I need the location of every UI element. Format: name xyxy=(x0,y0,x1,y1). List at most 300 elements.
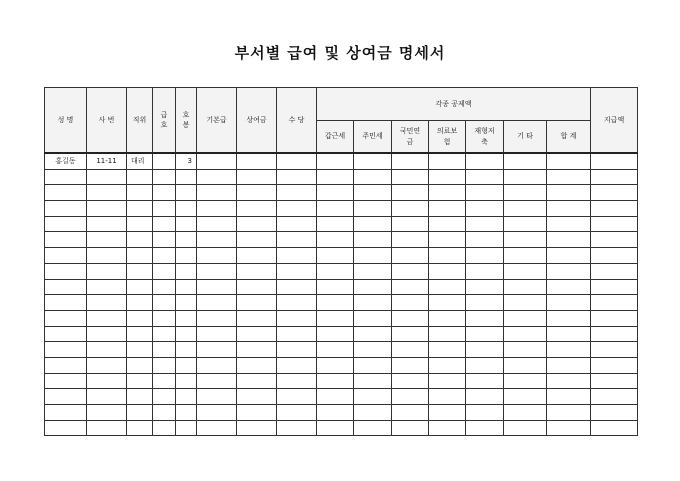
table-cell xyxy=(504,405,547,421)
table-cell xyxy=(317,216,354,232)
table-cell xyxy=(127,169,153,185)
table-cell xyxy=(392,389,429,405)
table-cell xyxy=(176,263,197,279)
table-cell xyxy=(466,310,504,326)
table-row xyxy=(45,357,638,373)
table-cell xyxy=(466,373,504,389)
table-row xyxy=(45,342,638,358)
table-cell xyxy=(504,248,547,264)
table-cell xyxy=(277,263,317,279)
table-cell xyxy=(392,295,429,311)
table-cell xyxy=(591,248,638,264)
table-cell xyxy=(317,310,354,326)
table-cell xyxy=(277,295,317,311)
table-cell xyxy=(176,248,197,264)
table-cell xyxy=(237,295,277,311)
header-deduction-other: 기 타 xyxy=(504,121,547,154)
table-cell xyxy=(197,405,237,421)
header-name: 성 명 xyxy=(45,88,87,154)
table-cell xyxy=(591,310,638,326)
table-cell xyxy=(87,420,127,436)
header-deduction-total: 합 계 xyxy=(547,121,591,154)
header-years: 호 봉 xyxy=(176,88,197,154)
table-cell xyxy=(547,169,591,185)
table-cell xyxy=(153,216,176,232)
table-cell xyxy=(429,326,466,342)
table-cell xyxy=(197,420,237,436)
table-cell xyxy=(392,342,429,358)
table-cell xyxy=(45,373,87,389)
table-cell xyxy=(87,310,127,326)
table-cell xyxy=(392,232,429,248)
header-base-pay: 기본급 xyxy=(197,88,237,154)
table-cell: 11-11 xyxy=(87,153,127,169)
table-cell xyxy=(277,357,317,373)
table-cell: 3 xyxy=(176,153,197,169)
table-cell xyxy=(591,263,638,279)
header-bonus: 상여금 xyxy=(237,88,277,154)
table-cell xyxy=(317,169,354,185)
table-cell xyxy=(277,153,317,169)
header-allowance: 수 당 xyxy=(277,88,317,154)
table-cell xyxy=(591,201,638,217)
table-row xyxy=(45,232,638,248)
table-cell xyxy=(176,201,197,217)
table-cell xyxy=(317,373,354,389)
table-cell xyxy=(466,295,504,311)
table-cell xyxy=(466,326,504,342)
table-cell xyxy=(176,185,197,201)
table-cell xyxy=(277,420,317,436)
table-cell xyxy=(153,201,176,217)
table-cell xyxy=(547,295,591,311)
table-cell xyxy=(176,389,197,405)
document-title: 부서별 급여 및 상여금 명세서 xyxy=(234,44,446,62)
table-cell xyxy=(237,248,277,264)
table-cell xyxy=(237,373,277,389)
table-cell xyxy=(127,342,153,358)
table-cell xyxy=(153,357,176,373)
table-cell xyxy=(354,342,392,358)
table-cell xyxy=(429,310,466,326)
table-cell xyxy=(277,185,317,201)
table-row xyxy=(45,326,638,342)
table-cell xyxy=(429,201,466,217)
table-cell xyxy=(317,357,354,373)
table-cell xyxy=(504,389,547,405)
table-cell xyxy=(466,185,504,201)
table-cell xyxy=(354,295,392,311)
table-cell xyxy=(547,389,591,405)
table-row xyxy=(45,295,638,311)
table-cell xyxy=(153,263,176,279)
table-cell xyxy=(237,389,277,405)
table-cell xyxy=(591,405,638,421)
table-cell xyxy=(197,342,237,358)
table-cell xyxy=(197,248,237,264)
table-cell xyxy=(504,216,547,232)
table-cell xyxy=(87,169,127,185)
table-cell xyxy=(197,326,237,342)
table-cell xyxy=(277,201,317,217)
header-net-pay: 지급액 xyxy=(591,88,638,154)
table-cell xyxy=(197,389,237,405)
table-cell xyxy=(547,248,591,264)
table-cell xyxy=(237,232,277,248)
table-cell xyxy=(237,405,277,421)
table-cell xyxy=(87,263,127,279)
table-cell xyxy=(354,169,392,185)
table-cell xyxy=(45,405,87,421)
table-cell xyxy=(591,153,638,169)
table-cell xyxy=(466,248,504,264)
table-cell xyxy=(127,201,153,217)
table-cell xyxy=(277,248,317,264)
table-cell xyxy=(392,201,429,217)
table-cell xyxy=(317,326,354,342)
table-cell xyxy=(429,185,466,201)
table-cell xyxy=(317,263,354,279)
table-cell xyxy=(591,216,638,232)
table-cell xyxy=(87,326,127,342)
table-cell xyxy=(504,310,547,326)
table-cell xyxy=(197,232,237,248)
table-cell xyxy=(153,153,176,169)
table-cell xyxy=(237,153,277,169)
table-cell xyxy=(45,216,87,232)
header-deductions-group: 각종 공제액 xyxy=(317,88,591,121)
table-cell xyxy=(392,420,429,436)
table-cell xyxy=(354,263,392,279)
table-cell xyxy=(547,357,591,373)
table-row xyxy=(45,263,638,279)
table-cell xyxy=(176,326,197,342)
table-cell xyxy=(354,389,392,405)
table-cell xyxy=(317,248,354,264)
table-cell xyxy=(547,263,591,279)
table-cell xyxy=(277,405,317,421)
table-cell xyxy=(547,153,591,169)
table-cell xyxy=(127,310,153,326)
header-deduction-health: 의료보 험 xyxy=(429,121,466,154)
header-deduction-savings: 재형저 축 xyxy=(466,121,504,154)
table-row xyxy=(45,248,638,264)
table-cell xyxy=(87,232,127,248)
table-cell xyxy=(547,216,591,232)
table-cell xyxy=(466,420,504,436)
table-cell xyxy=(466,232,504,248)
table-cell xyxy=(317,185,354,201)
table-cell xyxy=(429,420,466,436)
table-row xyxy=(45,201,638,217)
table-cell xyxy=(176,232,197,248)
table-cell xyxy=(87,389,127,405)
table-cell xyxy=(392,153,429,169)
table-cell xyxy=(429,169,466,185)
table-cell xyxy=(87,357,127,373)
table-cell xyxy=(591,373,638,389)
table-cell xyxy=(127,405,153,421)
table-cell xyxy=(127,420,153,436)
table-row xyxy=(45,420,638,436)
table-cell xyxy=(429,232,466,248)
table-cell xyxy=(45,279,87,295)
table-cell xyxy=(197,357,237,373)
table-cell xyxy=(176,310,197,326)
table-cell xyxy=(197,216,237,232)
table-cell xyxy=(591,279,638,295)
table-cell xyxy=(466,263,504,279)
table-row xyxy=(45,279,638,295)
table-cell xyxy=(87,216,127,232)
table-cell xyxy=(591,326,638,342)
table-cell xyxy=(237,185,277,201)
table-cell xyxy=(504,185,547,201)
table-cell xyxy=(429,153,466,169)
table-cell xyxy=(87,185,127,201)
table-cell xyxy=(354,248,392,264)
table-cell xyxy=(504,326,547,342)
table-cell xyxy=(176,420,197,436)
table-cell xyxy=(504,342,547,358)
table-cell xyxy=(429,405,466,421)
table-cell xyxy=(547,185,591,201)
table-cell xyxy=(153,326,176,342)
table-cell xyxy=(87,342,127,358)
table-cell xyxy=(591,169,638,185)
table-cell xyxy=(176,169,197,185)
table-cell xyxy=(45,295,87,311)
table-cell xyxy=(277,232,317,248)
table-cell xyxy=(429,373,466,389)
table-cell xyxy=(127,295,153,311)
table-cell xyxy=(354,185,392,201)
table-cell xyxy=(547,310,591,326)
table-cell xyxy=(127,279,153,295)
table-cell xyxy=(45,326,87,342)
table-cell xyxy=(317,295,354,311)
table-cell xyxy=(466,342,504,358)
table-cell xyxy=(277,373,317,389)
table-cell xyxy=(237,342,277,358)
table-cell xyxy=(504,295,547,311)
table-cell xyxy=(466,405,504,421)
table-cell xyxy=(354,326,392,342)
payroll-table xyxy=(44,87,638,436)
table-cell xyxy=(547,279,591,295)
table-cell xyxy=(45,201,87,217)
table-cell xyxy=(466,357,504,373)
table-cell xyxy=(317,342,354,358)
table-cell xyxy=(153,373,176,389)
table-cell xyxy=(277,310,317,326)
table-cell xyxy=(354,373,392,389)
header-emp-no: 사 번 xyxy=(87,88,127,154)
table-cell xyxy=(127,263,153,279)
table-cell xyxy=(197,373,237,389)
table-cell xyxy=(547,405,591,421)
table-cell xyxy=(317,232,354,248)
table-cell xyxy=(392,310,429,326)
table-cell xyxy=(176,279,197,295)
table-cell xyxy=(197,263,237,279)
table-cell xyxy=(197,279,237,295)
table-cell: 홍길동 xyxy=(45,153,87,169)
table-cell xyxy=(176,357,197,373)
table-cell xyxy=(197,295,237,311)
table-row xyxy=(45,169,638,185)
table-cell xyxy=(153,169,176,185)
table-cell xyxy=(176,405,197,421)
header-deduction-pension: 국민연 금 xyxy=(392,121,429,154)
table-cell xyxy=(127,232,153,248)
table-cell xyxy=(237,357,277,373)
table-cell xyxy=(317,153,354,169)
table-cell xyxy=(429,357,466,373)
table-cell xyxy=(45,169,87,185)
table-cell xyxy=(153,310,176,326)
table-cell xyxy=(237,263,277,279)
table-cell xyxy=(237,279,277,295)
table-cell xyxy=(127,373,153,389)
table-row xyxy=(45,216,638,232)
table-cell xyxy=(547,201,591,217)
header-row-1 xyxy=(45,88,638,121)
table-cell xyxy=(153,342,176,358)
table-row xyxy=(45,389,638,405)
table-cell xyxy=(277,169,317,185)
table-cell xyxy=(429,389,466,405)
header-deduction-resident-tax: 주민세 xyxy=(354,121,392,154)
table-cell xyxy=(354,232,392,248)
table-cell xyxy=(466,279,504,295)
table-cell xyxy=(429,263,466,279)
table-cell xyxy=(237,201,277,217)
table-cell xyxy=(354,405,392,421)
table-cell xyxy=(317,201,354,217)
table-cell xyxy=(354,279,392,295)
table-cell xyxy=(504,420,547,436)
table-cell xyxy=(87,405,127,421)
table-cell xyxy=(591,420,638,436)
table-cell xyxy=(466,216,504,232)
table-cell xyxy=(547,342,591,358)
table-cell xyxy=(197,185,237,201)
table-row xyxy=(45,405,638,421)
table-cell xyxy=(392,248,429,264)
table-cell xyxy=(591,185,638,201)
table-body xyxy=(45,88,638,436)
table-cell xyxy=(354,310,392,326)
table-cell xyxy=(277,326,317,342)
table-cell xyxy=(153,232,176,248)
table-cell xyxy=(591,389,638,405)
table-cell: 대리 xyxy=(127,153,153,169)
table-cell xyxy=(504,357,547,373)
table-cell xyxy=(87,248,127,264)
table-cell xyxy=(153,420,176,436)
table-cell xyxy=(591,357,638,373)
table-cell xyxy=(45,389,87,405)
table-cell xyxy=(45,248,87,264)
table-cell xyxy=(176,295,197,311)
table-cell xyxy=(237,310,277,326)
header-grade: 급 호 xyxy=(153,88,176,154)
table-row xyxy=(45,153,638,169)
table-cell xyxy=(87,279,127,295)
table-cell xyxy=(277,342,317,358)
table-cell xyxy=(45,185,87,201)
table-cell xyxy=(176,342,197,358)
table-cell xyxy=(197,169,237,185)
table-cell xyxy=(591,295,638,311)
table-cell xyxy=(127,326,153,342)
table-cell xyxy=(197,201,237,217)
table-cell xyxy=(87,295,127,311)
table-cell xyxy=(153,248,176,264)
table-cell xyxy=(277,389,317,405)
table-cell xyxy=(504,373,547,389)
table-cell xyxy=(392,263,429,279)
table-cell xyxy=(45,342,87,358)
table-cell xyxy=(45,420,87,436)
table-cell xyxy=(591,232,638,248)
table-cell xyxy=(176,373,197,389)
table-cell xyxy=(127,248,153,264)
header-position: 직위 xyxy=(127,88,153,154)
table-cell xyxy=(547,232,591,248)
table-cell xyxy=(127,357,153,373)
table-cell xyxy=(277,216,317,232)
table-cell xyxy=(547,420,591,436)
table-cell xyxy=(153,295,176,311)
table-cell xyxy=(354,153,392,169)
table-cell xyxy=(392,405,429,421)
table-cell xyxy=(237,216,277,232)
table-row xyxy=(45,185,638,201)
table-cell xyxy=(504,201,547,217)
table-cell xyxy=(237,169,277,185)
table-row xyxy=(45,310,638,326)
table-cell xyxy=(127,185,153,201)
table-cell xyxy=(45,232,87,248)
table-cell xyxy=(466,389,504,405)
table-cell xyxy=(429,342,466,358)
table-cell xyxy=(504,169,547,185)
table-cell xyxy=(354,357,392,373)
table-cell xyxy=(429,248,466,264)
table-cell xyxy=(591,342,638,358)
table-cell xyxy=(547,373,591,389)
table-cell xyxy=(504,263,547,279)
table-cell xyxy=(429,216,466,232)
table-cell xyxy=(87,373,127,389)
table-cell xyxy=(429,295,466,311)
table-cell xyxy=(392,279,429,295)
header-deduction-income-tax: 갑근세 xyxy=(317,121,354,154)
table-cell xyxy=(354,216,392,232)
table-cell xyxy=(466,153,504,169)
table-cell xyxy=(317,420,354,436)
table-cell xyxy=(45,263,87,279)
table-cell xyxy=(87,201,127,217)
table-cell xyxy=(504,232,547,248)
table-cell xyxy=(392,326,429,342)
table-row xyxy=(45,373,638,389)
table-cell xyxy=(466,169,504,185)
table-cell xyxy=(317,405,354,421)
table-cell xyxy=(504,279,547,295)
